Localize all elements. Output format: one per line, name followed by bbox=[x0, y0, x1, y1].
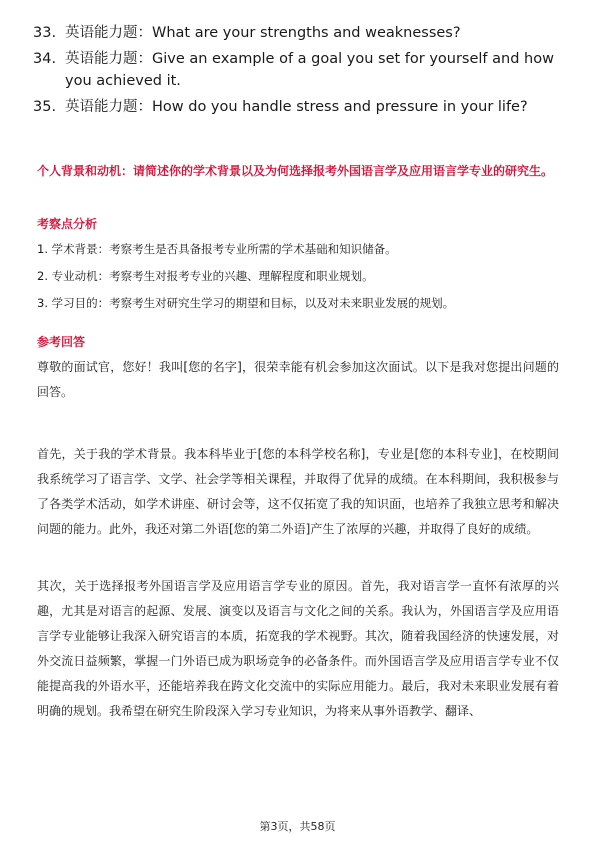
answer-heading: 参考回答 bbox=[37, 335, 86, 349]
question-number: 34. bbox=[33, 51, 57, 67]
analysis-heading: 考察点分析 bbox=[37, 217, 98, 231]
page-footer: 第3页，共58页 bbox=[259, 820, 336, 833]
answer-paragraph: 尊敬的面试官，您好！我叫[您的名字]，很荣幸能有机会参加这次面试。以下是我对您提出问题的回答。 bbox=[37, 360, 559, 399]
answer-paragraph: 首先，关于我的学术背景。我本科毕业于[您的本科学校名称]，专业是[您的本科专业]，在校期间我系统学习了语言学、文学、社会学等相关课程，并取得了优异的成绩。在本科期间，我积极参与了各类学术活动，如学术讲座、研讨会等，这不仅拓宽了我的知识面，也培养了我独立思考和解决问题的能力。此外，我还对第二外语[您的第二外语]产生了浓厚的兴趣，并取得了良好的成绩。 bbox=[37, 447, 559, 536]
analysis-point: 3. 学习目的：考察考生对研究生学习的期望和目标，以及对未来职业发展的规划。 bbox=[37, 296, 455, 310]
list-item bbox=[33, 48, 563, 92]
current-question-block bbox=[37, 162, 559, 180]
answer-section bbox=[37, 333, 559, 724]
question-text: 英语能力题：How do you handle stress and pressure in your life? bbox=[65, 99, 528, 115]
list-item bbox=[33, 96, 563, 118]
question-list bbox=[33, 22, 563, 122]
answer-paragraph: 其次，关于选择报考外国语言学及应用语言学专业的原因。首先，我对语言学一直怀有浓厚的兴趣，尤其是对语言的起源、发展、演变以及语言与文化之间的关系。我认为，外国语言学及应用语言学专业能够让我深入研究语言的本质，拓宽我的学术视野。其次，随着我国经济的快速发展，对外交流日益频繁，掌握一门外语已成为职场竞争的必备条件。而外国语言学及应用语言学专业不仅能提高我的外语水平，还能培养我在跨文化交流中的实际应用能力。最后，我对未来职业发展有着明确的规划。我希望在研究生阶段深入学习专业知识，为将来从事外语教学、翻译、 bbox=[37, 579, 559, 718]
question-number: 35. bbox=[33, 99, 57, 115]
list-item bbox=[33, 22, 563, 44]
question-text: 英语能力题：What are your strengths and weaknesses? bbox=[65, 25, 461, 41]
question-number: 33. bbox=[33, 25, 57, 41]
current-question: 个人背景和动机：请简述你的学术背景以及为何选择报考外国语言学及应用语言学专业的研究生。 bbox=[37, 164, 554, 178]
analysis-point: 1. 学术背景：考察考生是否具备报考专业所需的学术基础和知识储备。 bbox=[37, 242, 397, 256]
question-text: 英语能力题：Give an example of a goal you set for yourself and how you achieved it. bbox=[65, 51, 554, 89]
analysis-point: 2. 专业动机：考察考生对报考专业的兴趣、理解程度和职业规划。 bbox=[37, 269, 374, 283]
analysis-section bbox=[37, 215, 559, 312]
